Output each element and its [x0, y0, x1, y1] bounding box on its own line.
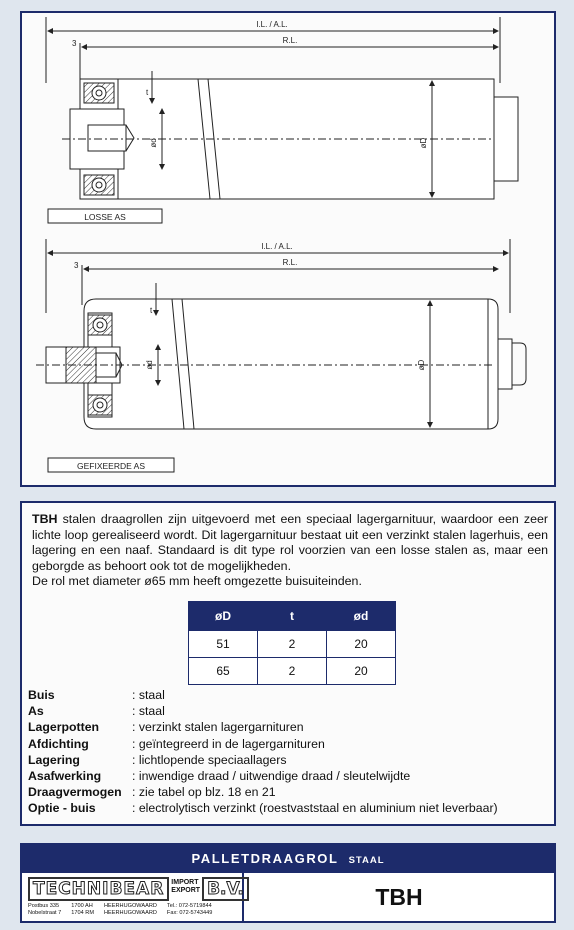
table-cell: 2	[258, 658, 327, 685]
dim-od-small-2: ød	[145, 360, 154, 370]
addr-line: HEERHUGOWAARD	[103, 910, 157, 916]
list-item	[28, 736, 498, 752]
dim-3-1: 3	[72, 39, 77, 48]
footer-title: PALLETDRAAGROL	[191, 851, 339, 866]
spec-header-d: ød	[327, 602, 396, 631]
property-value: : electrolytisch verzinkt (roestvaststaal en aluminium niet leverbaar)	[132, 801, 498, 816]
logo-wordmark: TECHNIBEAR	[28, 877, 169, 901]
property-label: As	[28, 704, 44, 719]
addr-line: Tel.: 072-5719844	[166, 903, 212, 909]
dim-rl-2: R.L.	[282, 258, 298, 267]
drawing-losse-as	[46, 17, 518, 223]
property-label: Buis	[28, 688, 55, 702]
footer-subtitle: STAAL	[348, 855, 385, 866]
company-logo-block	[22, 873, 244, 921]
model-code: TBH	[375, 884, 423, 910]
list-item	[28, 768, 498, 784]
list-item	[28, 703, 498, 719]
dim-t-2: t	[150, 306, 153, 315]
logo-export: EXPORT	[171, 887, 201, 894]
property-label: Optie - buis	[28, 801, 96, 816]
property-label: Afdichting	[28, 736, 89, 751]
intro-paragraph	[32, 512, 548, 590]
dim-rl-1: R.L.	[282, 36, 298, 45]
dim-il-al-2: I.L. / A.L.	[261, 242, 293, 251]
label-gefixeerde-as: GEFIXEERDE AS	[76, 461, 146, 471]
addr-line: 1700 AH	[71, 903, 93, 909]
addr-line: 1704 RM	[71, 910, 94, 916]
logo-import-export	[171, 879, 200, 895]
footer-title-bar	[22, 845, 554, 873]
property-label: Draagvermogen	[28, 785, 122, 800]
intro-brand: TBH	[32, 512, 58, 526]
intro-text: stalen draagrollen zijn uitgevoerd met een speciaal lagergarnituur, waardoor een zeer lichte loop gerealiseerd wordt. Dit lagergarnituur bestaat uit een verzinkt stalen lagerhuis, een lagering en een naaf. Standaard is dit type rol voorzien van een losse stalen as, maar een geborgde as behoort ook tot de mogelijkheden.	[32, 512, 548, 573]
spec-table	[188, 601, 396, 685]
property-value: : inwendige draad / uitwendige draad / sleutelwijdte	[132, 769, 411, 784]
table-row	[189, 631, 396, 658]
addr-line: Postbus 335	[28, 903, 60, 909]
property-label: Lagering	[28, 752, 80, 767]
property-label: Lagerpotten	[28, 720, 100, 735]
list-item	[28, 719, 498, 735]
property-value: : geïntegreerd in de lagergarnituren	[132, 736, 325, 751]
technical-drawing-panel	[20, 11, 556, 487]
property-value: : zie tabel op blz. 18 en 21	[132, 785, 276, 800]
spec-header-t: t	[258, 602, 327, 631]
dim-il-al-1: I.L. / A.L.	[256, 20, 288, 29]
product-footer	[20, 843, 556, 923]
table-cell: 20	[327, 631, 396, 658]
spec-header-od: øD	[189, 602, 258, 631]
property-list	[28, 687, 498, 817]
company-logo	[28, 877, 249, 901]
logo-import: IMPORT	[171, 879, 199, 886]
table-cell: 2	[258, 631, 327, 658]
dim-t-1: t	[146, 88, 149, 97]
intro-text-2: De rol met diameter ø65 mm heeft omgezette buisuiteinden.	[32, 574, 362, 589]
table-cell: 65	[189, 658, 258, 685]
list-item	[28, 784, 498, 800]
list-item	[28, 687, 498, 703]
list-item	[28, 752, 498, 768]
property-value: : verzinkt stalen lagergarnituren	[132, 720, 304, 735]
addr-line: Fax: 072-5743449	[166, 910, 213, 916]
drawing-gefixeerde-as	[36, 239, 526, 472]
dim-od-small-1: ød	[149, 138, 158, 148]
property-value: : staal	[132, 688, 165, 702]
list-item	[28, 800, 498, 816]
company-address	[28, 903, 222, 917]
logo-bv: B.V.	[202, 877, 249, 901]
property-label: Asafwerking	[28, 769, 102, 784]
roller-technical-drawing	[22, 13, 554, 485]
table-cell: 51	[189, 631, 258, 658]
dim-od-large-1: øD	[419, 137, 428, 149]
addr-line: Nobelstraat 7	[28, 910, 62, 916]
table-row	[189, 658, 396, 685]
label-losse-as: LOSSE AS	[84, 212, 126, 222]
table-cell: 20	[327, 658, 396, 685]
dim-3-2: 3	[74, 261, 79, 270]
property-value: : staal	[132, 704, 165, 719]
addr-line: HEERHUGOWAARD	[103, 903, 157, 909]
dim-od-large-2: øD	[417, 359, 426, 371]
spec-table-header-row	[189, 602, 396, 631]
description-panel	[20, 501, 556, 826]
property-value: : lichtlopende speciaallagers	[132, 752, 287, 767]
